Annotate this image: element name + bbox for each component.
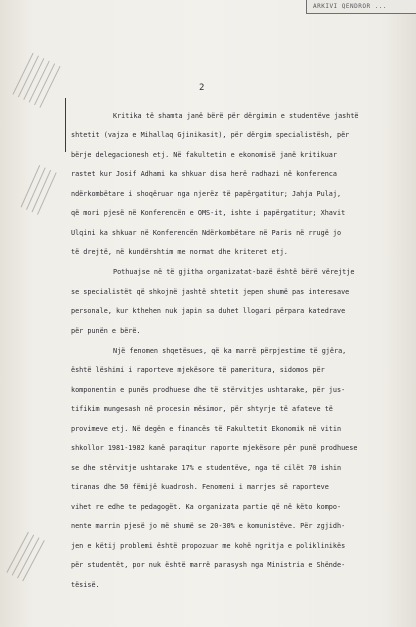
text-line: ndërkombëtare i shoqëruar nga njerëz të papërgatitur; Jahja Pulaj, <box>71 190 342 198</box>
text-line: bërje delegacionesh etj. Në fakultetin e ekonomisë janë kritikuar <box>71 151 337 159</box>
text-line: që mori pjesë në Konferencën e OMS-it, ishte i papërgatitur; Xhavit <box>71 209 346 217</box>
text-line: personale, kur kthehen nuk japin sa duhet llogari përpara katedrave <box>71 307 346 315</box>
text-line: për punën e bërë. <box>71 327 141 335</box>
text-line: Një fenomen shqetësues, që ka marrë përpjestime të gjëra, <box>113 347 347 355</box>
text-line: nente marrin pjesë jo më shumë se 20-30% e komunistëve. Për zgjidh- <box>71 522 346 530</box>
text-line: se dhe stërvitje ushtarake 17% e studentëve, nga të cilët 70 ishin <box>71 464 342 472</box>
text-line: tifikim mungesash në procesin mësimor, për shtyrje të afateve të <box>71 405 333 413</box>
text-line: Pothuajse në të gjitha organizatat-bazë është bërë vërejtje <box>113 268 355 276</box>
text-line: tiranas dhe 50 fëmijë kuadrosh. Fenomeni i marrjes së raporteve <box>71 483 329 491</box>
text-line: për studentët, por nuk është marrë parasysh nga Ministria e Shënde- <box>71 561 346 569</box>
text-line: vihet re edhe te pedagogët. Ka organizata partie që në këto kompo- <box>71 503 342 511</box>
text-line: komponentin e punës prodhuese dhe të stërvitjes ushtarake, për jus- <box>71 386 346 394</box>
text-line: rastet kur Josif Adhami ka shkuar disa herë radhazi në konferenca <box>71 170 337 178</box>
text-line: shtetit (vajza e Mihallaq Gjinikasit), për dërgim specialistësh, për <box>71 131 350 139</box>
archive-stamp: ARKIVI QENDROR ... <box>306 0 416 14</box>
text-line: provimeve etj. Në degën e financës të Fakultetit Ekonomik në vitin <box>71 425 342 433</box>
text-line: Kritika të shamta janë bërë për dërgimin e studentëve jashtë <box>113 112 359 120</box>
text-line: jen e këtij problemi është propozuar me kohë ngritja e poliklinikës <box>71 542 346 550</box>
text-line: të drejtë, në kundërshtim me normat dhe kriteret etj. <box>71 248 288 256</box>
text-line: Ulqini ka shkuar në Konferencën Ndërkombëtare në Paris në rrugë jo <box>71 229 342 237</box>
text-line: se specialistët që shkojnë jashtë shtetit jepen shumë pas interesave <box>71 288 350 296</box>
text-line: shkollor 1981-1982 kanë paraqitur raporte mjekësore për punë prodhuese <box>71 444 358 452</box>
page-number: 2 <box>199 83 205 93</box>
text-line: është lëshimi i raporteve mjekësore të pameritura, sidomos për <box>71 366 325 374</box>
text-line: tësisë. <box>71 581 100 589</box>
